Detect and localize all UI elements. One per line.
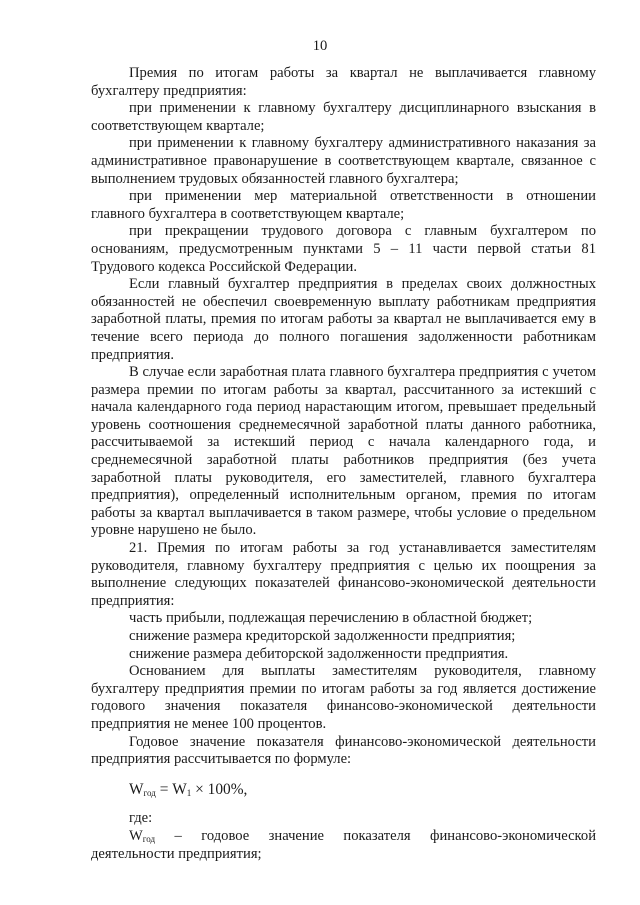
document-body [91,65,596,863]
paragraph-formula-intro: Годовое значение показателя финансово-экономической деятельности предприятия рассчитывается по формуле: [91,733,596,768]
paragraph-contract-termination: при прекращении трудового договора с главным бухгалтером по основаниям, предусмотренным пунктами 5 – 11 части первой статьи 81 Трудового кодекса Российской Федерации. [91,223,596,275]
formula-equals: = [159,780,169,798]
list-item-receivables: снижение размера дебиторской задолженности предприятия. [129,645,509,662]
formula-lhs-subscript: год [143,787,156,798]
annual-value-formula [91,781,596,799]
formula-rest: × 100%, [195,780,248,798]
page-number: 10 [312,38,328,54]
formula-rhs-symbol: W [172,780,187,798]
formula-rhs-subscript: 1 [186,787,192,798]
definition-w-annual [91,828,596,863]
definition-symbol: W [129,827,143,844]
paragraph-salary-limit: В случае если заработная плата главного бухгалтера предприятия с учетом размера премии по итогам работы за квартал, рассчитанного за истекший с начала календарного года период нарастающим итогом, превышает предельный уровень соотношения среднемесячной заработной платы данного работника, рассчитываемой за истекший период с начала календарного года, и среднемесячной заработной платы работников предприятия (без учета заработной платы руководителя, его заместителей, главного бухгалтера предприятия), определенный исполнительным органом, премия по итогам работы за квартал выплачивается в таком размере, чтобы условие о предельном уровне нарушено не было. [91,364,596,539]
definition-text: – годовое значение показателя финансово-экономической деятельности предприятия; [91,827,597,862]
paragraph-basis-for-payment: Основанием для выплаты заместителям руководителя, главному бухгалтеру предприятия премии по итогам работы за год является достижение годового значения показателя финансово-экономической деятельности предприятия не менее 100 процентов. [91,663,596,732]
list-item-payables: снижение размера кредиторской задолженности предприятия; [129,628,516,644]
paragraph-premium-not-paid: Премия по итогам работы за квартал не выплачивается главному бухгалтеру предприятия: [91,65,596,99]
paragraph-disciplinary: при применении к главному бухгалтеру дисциплинарного взыскания в соответствующем квартале; [91,100,596,134]
where-label: где: [129,810,153,827]
paragraph-salary-arrears: Если главный бухгалтер предприятия в пределах своих должностных обязанностей не обеспечил своевременную выплату работникам предприятия заработной платы, премия по итогам работы за квартал не выплачивается ему в течение всего периода до полного погашения задолженности работникам предприятия. [91,276,596,363]
paragraph-material-liability: при применении мер материальной ответственности в отношении главного бухгалтера в соответствующем квартале; [91,188,596,222]
paragraph-administrative: при применении к главному бухгалтеру административного наказания за административное правонарушение в соответствующем квартале, связанное с выполнением трудовых обязанностей главного бухгалтера; [91,135,596,187]
paragraph-item-21: 21. Премия по итогам работы за год устанавливается заместителям руководителя, главному бухгалтеру предприятия с целью их поощрения за выполнение следующих показателей финансово-экономической деятельности предприятия: [91,540,596,609]
formula-lhs-symbol: W [129,780,144,798]
list-item-profit-share: часть прибыли, подлежащая перечислению в областной бюджет; [129,610,533,627]
definition-subscript: год [142,833,156,844]
